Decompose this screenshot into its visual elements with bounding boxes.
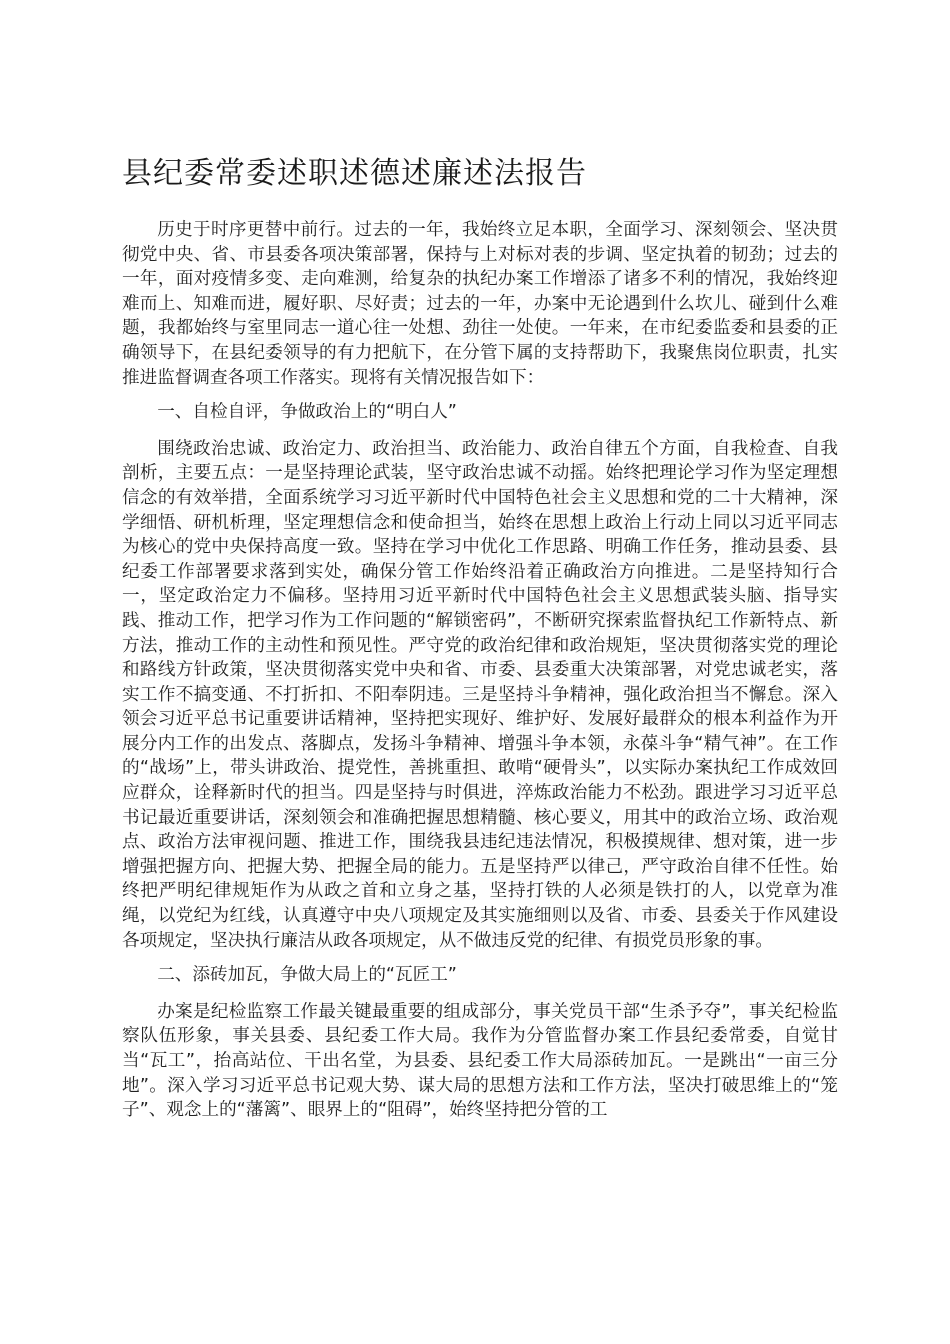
document-page bbox=[122, 148, 838, 1123]
section-2-heading: 二、添砖加瓦，争做大局上的“瓦匠工” bbox=[157, 965, 457, 986]
intro-paragraph: 历史于时序更替中前行。过去的一年，我始终立足本职，全面学习、深刻领会、坚决贯彻党中央、省、市县委各项决策部署，保持与上对标对表的步调、坚定执着的韧劲；过去的一年，面对疫情多变、走向难测，给复杂的执纪办案工作增添了诸多不利的情况，我始终迎难而上、知难而进，履好职、尽好责；过去的一年，办案中无论遇到什么坎儿、碰到什么难题，我都始终与室里同志一道心往一处想、劲往一处使。一年来，在市纪委监委和县委的正确领导下，在县纪委领导的有力把航下，在分管下属的支持帮助下，我聚焦岗位职责，扎实推进监督调查各项工作落实。现将有关情况报告如下： bbox=[122, 220, 838, 388]
document-title: 县纪委常委述职述德述廉述法报告 bbox=[122, 156, 587, 191]
section-2-paragraph: 办案是纪检监察工作最关键最重要的组成部分，事关党员干部“生杀予夺”，事关纪检监察队伍形象，事关县委、县纪委工作大局。我作为分管监督办案工作县纪委常委，自觉甘当“瓦工”，抬高站位、干出名堂，为县委、县纪委工作大局添砖加瓦。一是跳出“一亩三分地”。深入学习习近平总书记观大势、谋大局的思想方法和工作方法，坚决打破思维上的“笼子”、观念上的“藩篱”、眼界上的“阻碍”，始终坚持把分管的工 bbox=[122, 1001, 838, 1121]
section-1-heading: 一、自检自评，争做政治上的“明白人” bbox=[157, 402, 457, 423]
section-1-paragraph: 围绕政治忠诚、政治定力、政治担当、政治能力、政治自律五个方面，自我检查、自我剖析，主要五点：一是坚持理论武装，坚守政治忠诚不动摇。始终把理论学习作为坚定理想信念的有效举措，全面系统学习习近平新时代中国特色社会主义思想和党的二十大精神，深学细悟、研机析理，坚定理想信念和使命担当，始终在思想上政治上行动上同以习近平同志为核心的党中央保持高度一致。坚持在学习中优化工作思路、明确工作任务，推动县委、县纪委工作部署要求落到实处，确保分管工作始终沿着正确政治方向推进。二是坚持知行合一，坚定政治定力不偏移。坚持用习近平新时代中国特色社会主义思想武装头脑、指导实践、推动工作，把学习作为工作问题的“解锁密码”，不断研究探索监督执纪工作新特点、新方法，推动工作的主动性和预见性。严守党的政治纪律和政治规矩，坚决贯彻落实党的理论和路线方针政策，坚决贯彻落实党中央和省、市委、县委重大决策部署，对党忠诚老实，落实工作不搞变通、不打折扣、不阳奉阴违。三是坚持斗争精神，强化政治担当不懈怠。深入领会习近平总书记重要讲话精神，坚持把实现好、维护好、发展好最群众的根本利益作为开展分内工作的出发点、落脚点，发扬斗争精神、增强斗争本领，永葆斗争“精气神”。在工作的“战场”上，带头讲政治、提党性，善挑重担、敢啃“硬骨头”，以实际办案执纪工作成效回应群众，诠释新时代的担当。四是坚持与时俱进，淬炼政治能力不松劲。跟进学习习近平总书记最近重要讲话，深刻领会和准确把握思想精髓、核心要义，用其中的政治立场、政治观点、政治方法审视问题、推进工作，围绕我县违纪违法情况，积极摸规律、想对策，进一步增强把握方向、把握大势、把握全局的能力。五是坚持严以律己，严守政治自律不任性。始终把严明纪律规矩作为从政之首和立身之基，坚持打铁的人必须是铁打的人，以党章为准绳，以党纪为红线，认真遵守中央八项规定及其实施细则以及省、市委、县委关于作风建设各项规定，坚决执行廉洁从政各项规定，从不做违反党的纪律、有损党员形象的事。 bbox=[122, 438, 838, 951]
